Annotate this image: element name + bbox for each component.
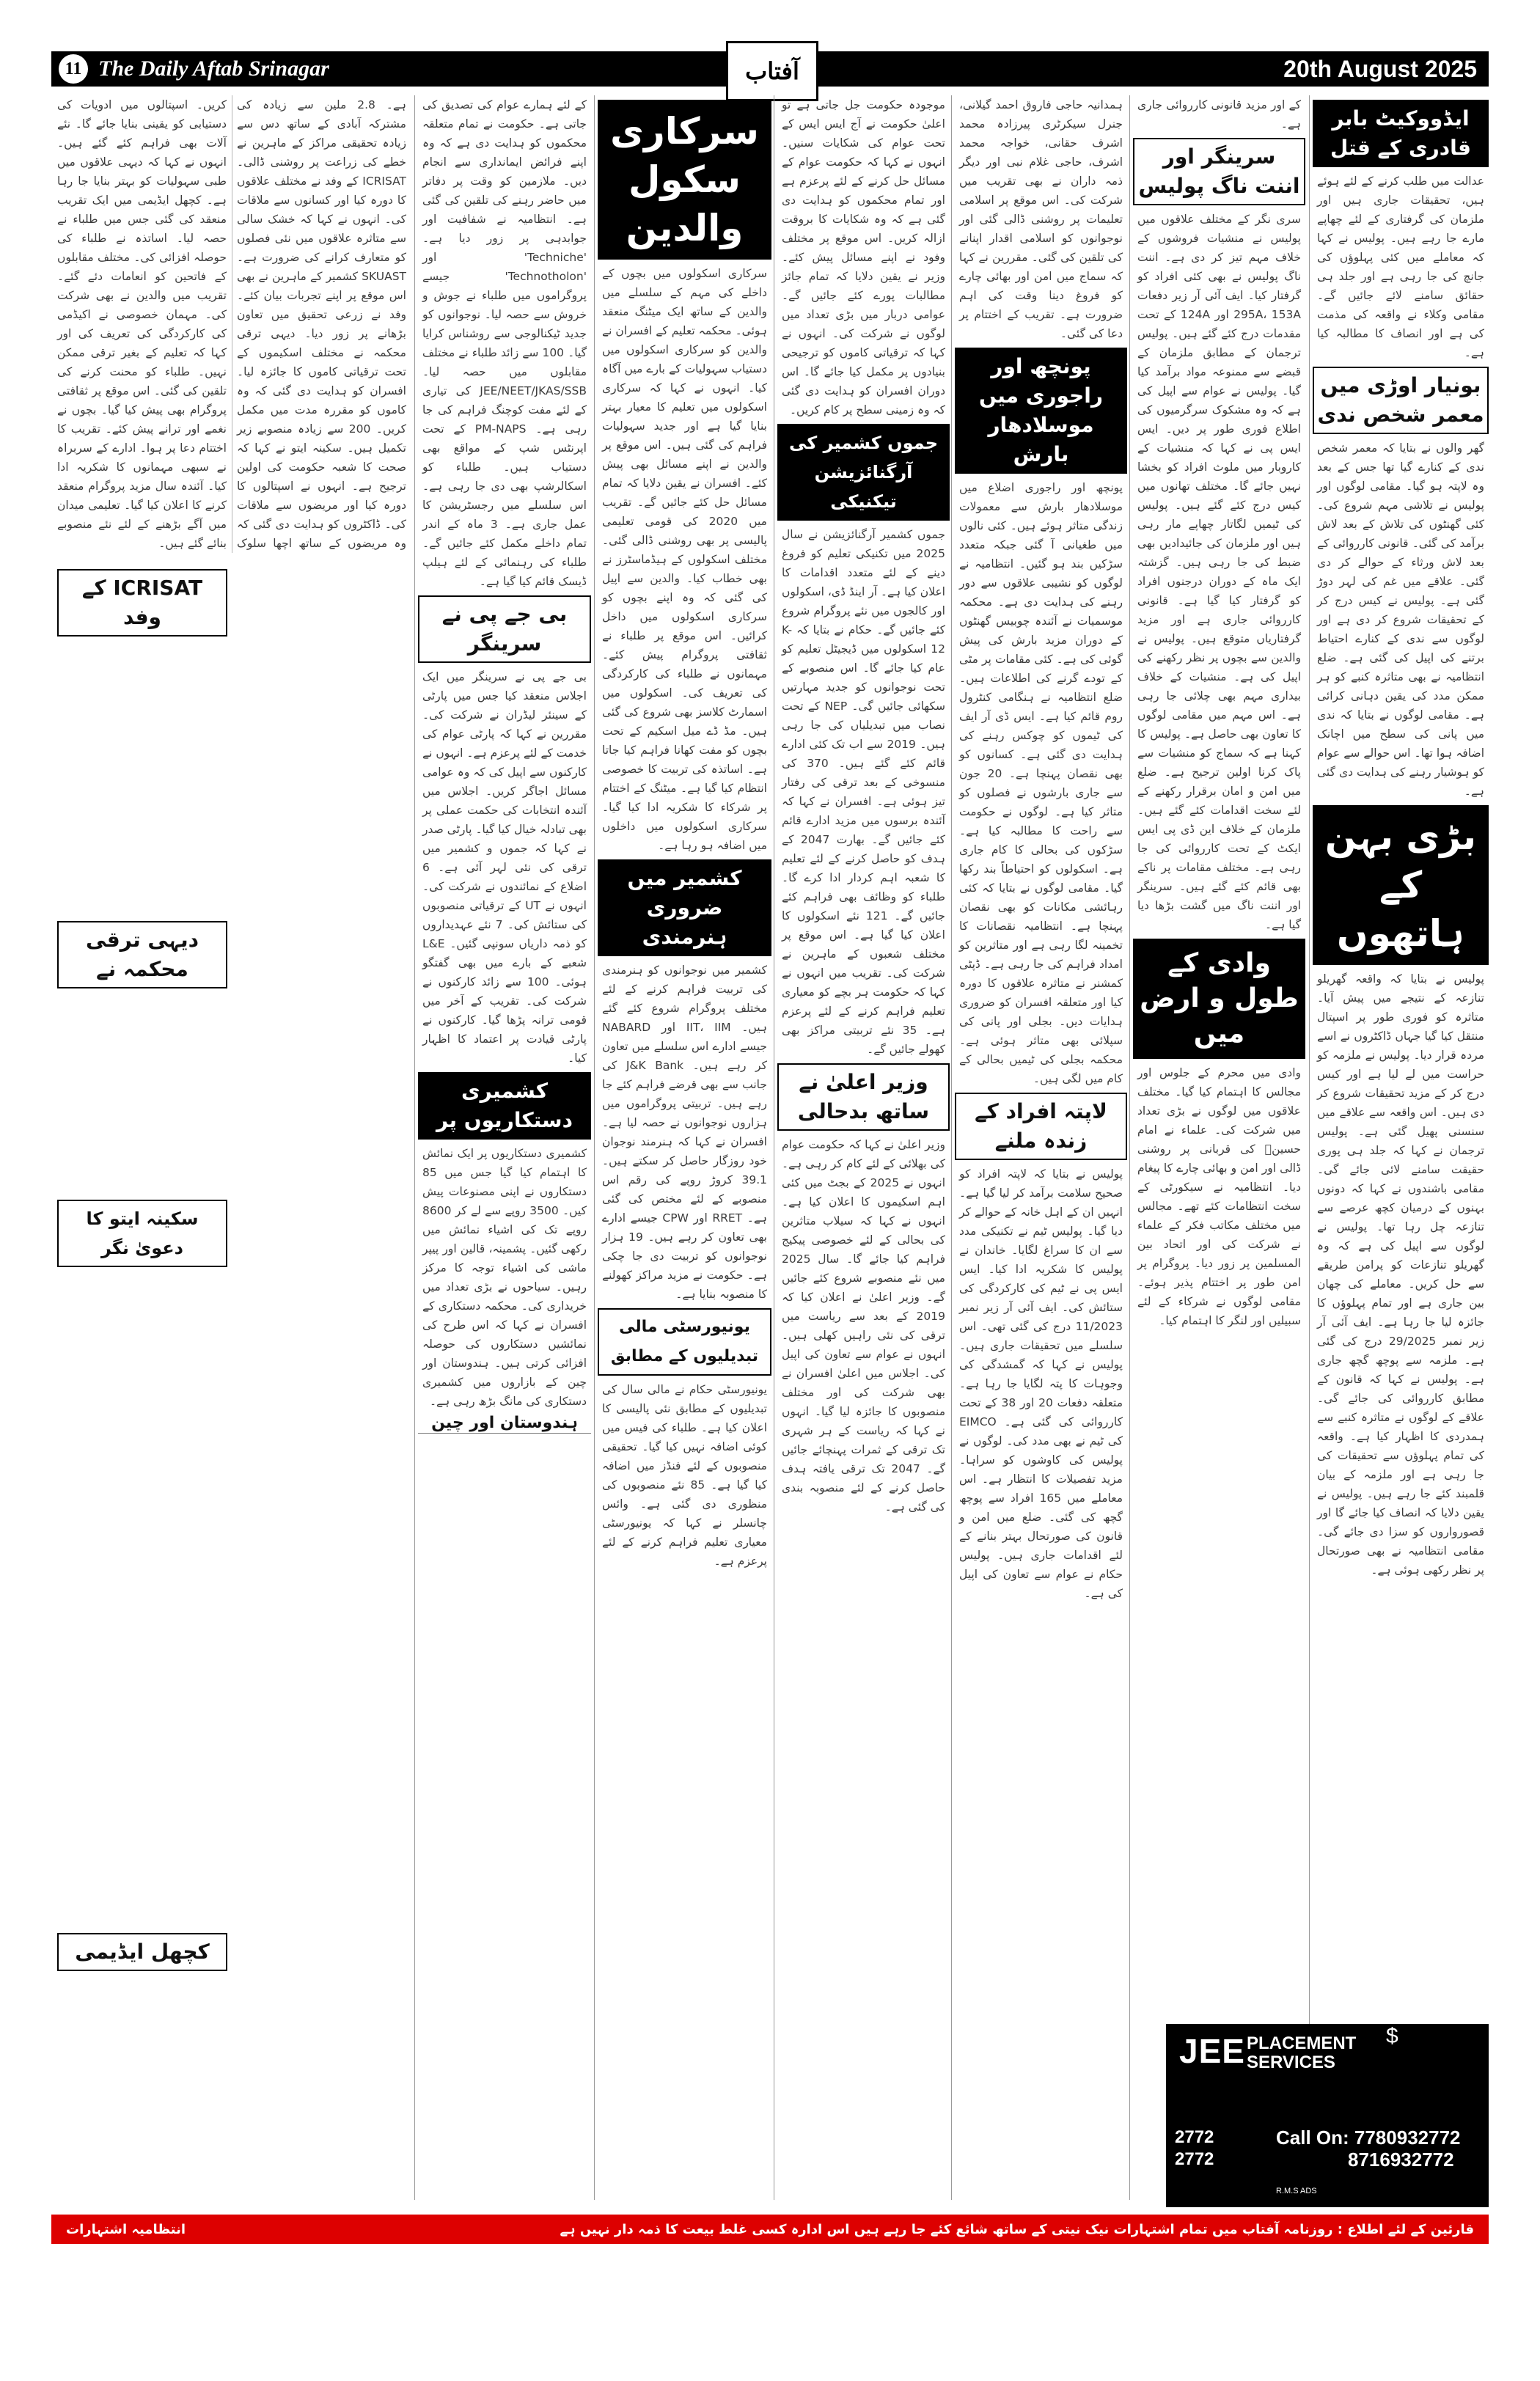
headline: بڑی بہن کے ہاتھوں	[1313, 805, 1489, 965]
column-rule	[1129, 95, 1130, 2200]
ad-line2: SERVICES	[1247, 2052, 1335, 2072]
headline: کچھل ایڈیمی	[57, 1933, 227, 1971]
ad-credit: R.M.S ADS	[1276, 2187, 1317, 2195]
headline: سرینگر اور اننت ناگ پولیس	[1133, 138, 1305, 205]
headline: ICRISAT کے وفد	[57, 569, 227, 636]
article-body: کشمیری دستکاریوں پر ایک نمائش کا اہتمام کیا گیا جس میں 85 دستکاروں نے اپنی مصنوعات پیش کیں۔ 3500 روپے سے لے کر 8600 روپے تک کی اشیاء نمائش میں رکھی گئیں۔ پشمینہ، قالین اور پیپر ماشی کی اشیاء توجہ کا مرکز رہیں۔ سیاحوں نے بڑی تعداد میں خریداری کی۔ محکمہ دستکاری کے افسران نے کہا کہ اس طرح کی نمائشیں دستکاروں کی حوصلہ افزائی کرتی ہیں۔ ہندوستان اور چین کے بازاروں میں کشمیری دستکاری کی مانگ بڑھ رہی ہے۔	[422, 1147, 587, 1408]
article-body: ہے۔ 2.8 ملین سے زیادہ کی مشترکہ آبادی کے ساتھ دس سے زیادہ تحقیقی مراکز کے ماہرین نے خطے کی زراعت پر روشنی ڈالی۔ ICRISAT کے وفد نے مختلف علاقوں کا دورہ کیا اور کسانوں سے ملاقات کی۔ انہوں نے کہا کہ خشک سالی سے متاثرہ علاقوں میں نئی فصلوں کو متعارف کرانے کی ضرورت ہے۔ SKUAST کشمیر کے ماہرین نے بھی اس موقع پر اپنے تجربات بیان کئے۔ وفد نے زرعی تحقیق میں تعاون بڑھانے پر زور دیا۔ دیہی ترقی محکمہ نے مختلف اسکیموں کے تحت ترقیاتی کاموں کا جائزہ لیا۔ افسران کو ہدایت دی گئی کہ وہ کاموں کو مقررہ مدت میں مکمل کریں۔ 200 سے زیادہ منصوبے زیر تکمیل ہیں۔ سکینہ ایتو نے کہا کہ صحت کا شعبہ حکومت کی اولین ترجیح ہے۔ انہوں نے اسپتالوں کا دورہ کیا اور مریضوں سے ملاقات کی۔ ڈاکٹروں کو ہدایت دی گئی کہ وہ مریضوں کے ساتھ اچھا سلوک کریں۔ اسپتالوں میں ادویات کی دستیابی کو یقینی بنایا جائے گا۔ نئے آلات بھی فراہم کئے گئے ہیں۔ انہوں نے کہا کہ دیہی علاقوں میں طبی سہولیات کو بہتر بنایا جا رہا ہے۔ کچھل ایڈیمی میں ایک تقریب منعقد کی گئی جس میں طلباء نے حصہ لیا۔ اساتذہ نے طلباء کی حوصلہ افزائی کی۔ مختلف مقابلوں کے فاتحین کو انعامات دئے گئے۔ تقریب میں والدین نے بھی شرکت کی۔ مہمان خصوصی نے اکیڈمی کی کارکردگی کی تعریف کی اور کہا کہ تعلیم کے بغیر ترقی ممکن نہیں۔ طلباء کو محنت کرنے کی تلقین کی گئی۔ اس موقع پر ثقافتی پروگرام بھی پیش کیا گیا۔ بچوں نے نغمے اور ترانے پیش کئے۔ تقریب کا اختتام دعا پر ہوا۔ ادارے کے سربراہ نے سبھی مہمانوں کا شکریہ ادا کیا۔ آئندہ سال مزید پروگرام منعقد کرنے کا اعلان کیا گیا۔ تعلیمی میدان میں آگے بڑھنے کے لئے نئے منصوبے بنائے گئے ہیں۔	[57, 98, 406, 550]
headline: یونیورسٹی مالی تبدیلیوں کے مطابق	[598, 1308, 771, 1376]
headline: بی جے پی نے سرینگر	[418, 595, 591, 663]
ad-number: 2772	[1175, 2149, 1214, 2169]
column-2	[1133, 95, 1305, 2200]
ad-brand: JEE	[1179, 2032, 1245, 2070]
headline: کشمیر میں ضروری ہنرمندی	[598, 859, 771, 956]
article-body: بی جے پی نے سرینگر میں ایک اجلاس منعقد کیا جس میں پارٹی کے سینئر لیڈران نے شرکت کی۔ مقررین نے کہا کہ پارٹی عوام کی خدمت کے لئے پرعزم ہے۔ انہوں نے کارکنوں سے اپیل کی کہ وہ عوامی مسائل اجاگر کریں۔ اجلاس میں آئندہ انتخابات کی حکمت عملی پر بھی تبادلہ خیال کیا گیا۔ پارٹی صدر نے کہا کہ جموں و کشمیر میں ترقی کی نئی لہر آئی ہے۔ 6 اضلاع کے نمائندوں نے شرکت کی۔ انہوں نے UT کے ترقیاتی منصوبوں کی ستائش کی۔ 7 نئے عہدیداروں کو ذمہ داریاں سونپی گئیں۔ L&E شعبے کے بارے میں بھی گفتگو ہوئی۔ 100 سے زائد کارکنوں نے شرکت کی۔ تقریب کے آخر میں قومی ترانہ پڑھا گیا۔ کارکنوں نے پارٹی قیادت پر اعتماد کا اظہار کیا۔	[422, 670, 587, 1065]
headline: جموں کشمیر کی آرگنائزیشن تیکنیکی	[777, 424, 950, 521]
masthead	[51, 51, 1489, 87]
article-body: گھر والوں نے بتایا کہ معمر شخص ندی کے کنارے گیا تھا جس کے بعد وہ لاپتہ ہو گیا۔ مقامی لوگوں اور پولیس نے تلاشی مہم شروع کی۔ کئی گھنٹوں کی تلاش کے بعد لاش برآمد کی گئی۔ قانونی کارروائی کے بعد لاش ورثاء کے حوالے کر دی گئی۔ علاقے میں غم کی لہر دوڑ گئی ہے۔ پولیس نے کیس درج کر کے تحقیقات شروع کر دی ہے اور لوگوں سے ندی کے کنارے احتیاط برتنے کی اپیل کی گئی ہے۔ ضلع انتظامیہ نے بھی متاثرہ کنبے کو ہر ممکن مدد کی یقین دہانی کرائی ہے۔ مقامی لوگوں نے بتایا کہ ندی میں پانی کی سطح میں اچانک اضافہ ہوا تھا۔ اس حوالے سے عوام کو ہوشیار رہنے کی ہدایت دی گئی ہے۔	[1317, 441, 1484, 798]
footer-signature: انتظامیہ اشتہارات	[66, 2221, 186, 2237]
jee-placement-ad	[1166, 2024, 1489, 2207]
article-body: پولیس نے بتایا کہ واقعہ گھریلو تنازعہ کے نتیجے میں پیش آیا۔ متاثرہ کو فوری طور پر اسپتال منتقل کیا گیا جہاں ڈاکٹروں نے اسے مردہ قرار دیا۔ پولیس نے ملزمہ کو حراست میں لے لیا ہے اور کیس درج کر کے مزید تحقیقات شروع کر دی ہیں۔ اس واقعہ سے علاقے میں سنسنی پھیل گئی ہے۔ پولیس ترجمان نے کہا کہ جلد ہی پوری حقیقت سامنے لائی جائے گی۔ مقامی باشندوں نے کہا کہ دونوں بہنوں کے درمیان کچھ عرصے سے تنازعہ چل رہا تھا۔ پولیس نے لوگوں سے اپیل کی ہے کہ وہ گھریلو تنازعات کو پرامن طریقے سے حل کریں۔ معاملے کی چھان بین جاری ہے اور تمام پہلوؤں کا جائزہ لیا جا رہا ہے۔ ایف آئی آر زیر نمبر 29/2025 درج کی گئی ہے۔ ملزمہ سے پوچھ گچھ جاری ہے۔ پولیس نے کہا کہ قانون کے مطابق کارروائی کی جائے گی۔ علاقے کے لوگوں نے متاثرہ کنبے سے ہمدردی کا اظہار کیا ہے۔ واقعہ کی تمام پہلوؤں سے تحقیقات کی جا رہی ہے اور ملزمہ کے بیان قلمبند کئے جا رہے ہیں۔ پولیس نے یقین دلایا کہ انصاف کیا جائے گا اور قصورواروں کو سزا دی جائے گی۔ مقامی انتظامیہ نے بھی صورتحال پر نظر رکھی ہوئی ہے۔	[1317, 972, 1484, 1577]
column-7	[53, 95, 411, 2200]
column-3	[955, 95, 1127, 2200]
headline: بونیار اوڑی میں معمر شخص ندی	[1313, 367, 1489, 434]
newspaper-logo: آفتاب	[726, 41, 818, 101]
column-4	[777, 95, 950, 2200]
article-body: کشمیر میں نوجوانوں کو ہنرمندی کی تربیت فراہم کرنے کے لئے مختلف پروگرام شروع کئے گئے ہیں۔ IIT، IIM اور NABARD جیسے ادارے اس سلسلے میں تعاون کر رہے ہیں۔ J&K Bank کی جانب سے بھی قرضے فراہم کئے جا رہے ہیں۔ تربیتی پروگراموں میں ہزاروں نوجوانوں نے حصہ لیا ہے۔ افسران نے کہا کہ ہنرمند نوجوان خود روزگار حاصل کر سکتے ہیں۔ 39.1 کروڑ روپے کی رقم اس منصوبے کے لئے مختص کی گئی ہے۔ RRET اور CPW جیسے ادارے بھی تعاون کر رہے ہیں۔ 19 ہزار نوجوانوں کو تربیت دی جا چکی ہے۔ حکومت نے مزید مراکز کھولنے کا منصوبہ بنایا ہے۔	[602, 964, 767, 1301]
masthead-left	[51, 54, 329, 84]
article-body: کے اور مزید قانونی کارروائی جاری ہے۔	[1137, 98, 1301, 131]
ad-line1: PLACEMENT	[1247, 2033, 1357, 2053]
dollar-icon: $	[1386, 2024, 1398, 2048]
headline: سرکاری سکول والدین	[598, 100, 771, 260]
ad-side-numbers	[1175, 2127, 1214, 2171]
headline: وزیر اعلیٰ نے ساتھ بدحالی	[777, 1063, 950, 1131]
issue-date: 20th August 2025	[1283, 55, 1477, 82]
headline: ایڈووکیٹ بابر قادری کے قتل	[1313, 100, 1489, 167]
headline: دیہی ترقی محکمہ نے	[57, 921, 227, 988]
headline: وادی کے طول و ارض میں	[1133, 939, 1305, 1059]
headline: لاپتہ افراد کے زندہ ملنے	[955, 1093, 1127, 1160]
article-body: سری نگر کے مختلف علاقوں میں پولیس نے منشیات فروشوں کے خلاف مہم تیز کر دی ہے۔ اننت ناگ پولیس نے بھی کئی افراد کو گرفتار کیا۔ ایف آئی آر زیر دفعات 295A، 153A اور 124A کے تحت مقدمات درج کئے گئے ہیں۔ پولیس ترجمان کے مطابق ملزمان کے قبضے سے ممنوعہ مواد برآمد کیا گیا۔ پولیس نے عوام سے اپیل کی ہے کہ وہ مشکوک سرگرمیوں کی اطلاع فوری طور پر دیں۔ ایس ایس پی نے کہا کہ منشیات کے کاروبار میں ملوث افراد کو بخشا نہیں جائے گا۔ مختلف تھانوں میں کیس درج کئے گئے ہیں۔ پولیس کی ٹیمیں لگاتار چھاپے مار رہی ہیں اور ملزمان کی جائیدادیں بھی ضبط کی جا رہی ہیں۔ گزشتہ ایک ماہ کے دوران درجنوں افراد کو گرفتار کیا گیا ہے۔ قانونی کارروائی جاری ہے اور مزید گرفتاریاں متوقع ہیں۔ پولیس نے والدین سے بچوں پر نظر رکھنے کی اپیل کی ہے۔ منشیات کے خلاف بیداری مہم بھی چلائی جا رہی ہے۔ اس مہم میں مقامی لوگوں کا تعاون بھی حاصل ہے۔ پولیس کا کہنا ہے کہ سماج کو منشیات سے پاک کرنا اولین ترجیح ہے۔ ضلع میں امن و امان برقرار رکھنے کے لئے سخت اقدامات کئے گئے ہیں۔ ملزمان کے خلاف این ڈی پی ایس ایکٹ کے تحت کارروائی کی جا رہی ہے۔ مختلف مقامات پر ناکے بھی قائم کئے گئے ہیں۔ سرینگر اور اننت ناگ میں گشت بڑھا دیا گیا ہے۔	[1137, 213, 1301, 931]
headline: کشمیری دستکاریوں پر	[418, 1072, 591, 1140]
article-columns	[51, 95, 1489, 2200]
headline: سکینہ ایتو کا دعویٰ نگر	[57, 1200, 227, 1267]
paper-name: The Daily Aftab Srinagar	[98, 56, 329, 81]
article-body: ہمدانیہ حاجی فاروق احمد گیلانی، جنرل سیکرٹری پیرزادہ محمد اشرف حقانی، خواجہ محمد اشرف، حاجی غلام نبی اور دیگر ذمہ داران نے بھی تقریب میں شرکت کی۔ اس موقع پر اسلامی تعلیمات پر روشنی ڈالی گئی اور نوجوانوں کو اسلامی اقدار اپنانے کی تلقین کی گئی۔ مقررین نے کہا کہ سماج میں امن اور بھائی چارے کو فروغ دینا وقت کی اہم ضرورت ہے۔ تقریب کے اختتام پر دعا کی گئی۔	[959, 98, 1123, 340]
column-rule	[951, 95, 952, 2200]
article-body: پونچھ اور راجوری اضلاع میں موسلادھار بارش سے معمولات زندگی متاثر ہوئے ہیں۔ کئی نالوں میں طغیانی آ گئی جبکہ متعدد سڑکیں بند ہو گئیں۔ انتظامیہ نے لوگوں کو نشیبی علاقوں سے دور رہنے کی ہدایت دی ہے۔ محکمہ موسمیات نے آئندہ چوبیس گھنٹوں کے دوران مزید بارش کی پیش گوئی کی ہے۔ کئی مقامات پر مٹی کے تودے گرنے کی اطلاعات ہیں۔ ضلع انتظامیہ نے ہنگامی کنٹرول روم قائم کیا ہے۔ ایس ڈی آر ایف کی ٹیموں کو چوکس رہنے کی ہدایت دی گئی ہے۔ کسانوں کو بھی نقصان پہنچا ہے۔ 20 جون سے جاری بارشوں نے فصلوں کو متاثر کیا ہے۔ لوگوں نے حکومت سے راحت کا مطالبہ کیا ہے۔ سڑکوں کی بحالی کا کام جاری ہے۔ اسکولوں کو احتیاطاً بند رکھا گیا۔ مقامی لوگوں نے بتایا کہ کئی رہائشی مکانات کو بھی نقصان پہنچا ہے۔ انتظامیہ نقصانات کا تخمینہ لگا رہی ہے اور متاثرین کو امداد فراہم کی جا رہی ہے۔ ڈپٹی کمشنر نے متاثرہ علاقوں کا دورہ کیا اور متعلقہ افسران کو ضروری ہدایات دیں۔ بجلی اور پانی کی سپلائی بھی متاثر ہوئی ہے۔ محکمہ بجلی کی ٹیمیں بحالی کے کام میں لگی ہیں۔	[959, 481, 1123, 1085]
article-body: وادی میں محرم کے جلوس اور مجالس کا اہتمام کیا گیا۔ مختلف علاقوں میں لوگوں نے بڑی تعداد میں شرکت کی۔ علماء نے امام حسینؑ کی قربانی پر روشنی ڈالی اور امن و بھائی چارے کا پیغام دیا۔ انتظامیہ نے سیکورٹی کے سخت انتظامات کئے تھے۔ مجالس میں مختلف مکاتب فکر کے علماء نے شرکت کی اور اتحاد بین المسلمین پر زور دیا۔ پروگرام پر امن طور پر اختتام پذیر ہوئے۔ مقامی لوگوں نے شرکاء کے لئے سبیلیں اور لنگر کا اہتمام کیا۔	[1137, 1066, 1301, 1327]
ad-call-line2: 8716932772	[1348, 2149, 1454, 2171]
newspaper-page	[51, 51, 1489, 2332]
article-body: عدالت میں طلب کرنے کے لئے ہوئے ہیں، تحقیقات جاری ہیں اور ملزمان کی گرفتاری کے لئے چھاپے مارے جا رہے ہیں۔ پولیس نے کہا کہ معاملے میں کئی پہلوؤں کی جانچ کی جا رہی ہے اور جلد ہی حقائق سامنے لائے جائیں گے۔ مقامی وکلاء نے واقعہ کی مذمت کی ہے اور انصاف کا مطالبہ کیا ہے۔	[1317, 175, 1484, 359]
column-rule	[414, 95, 415, 2200]
article-body: وزیر اعلیٰ نے کہا کہ حکومت عوام کی بھلائی کے لئے کام کر رہی ہے۔ انہوں نے 2025 کے بجٹ میں کئی اہم اسکیموں کا اعلان کیا ہے۔ انہوں نے کہا کہ سیلاب متاثرین کی بحالی کے لئے خصوصی پیکیج فراہم کیا جائے گا۔ سال 2025 میں نئے منصوبے شروع کئے جائیں گے۔ وزیر اعلیٰ نے اعلان کیا کہ 2019 کے بعد سے ریاست میں ترقی کی نئی راہیں کھلی ہیں۔ انہوں نے عوام سے تعاون کی اپیل کی۔ اجلاس میں اعلیٰ افسران نے بھی شرکت کی اور مختلف منصوبوں کا جائزہ لیا گیا۔ انہوں نے کہا کہ ریاست کے ہر شہری تک ترقی کے ثمرات پہنچائے جائیں گے۔ 2047 تک ترقی یافتہ ہدف حاصل کرنے کے لئے منصوبہ بندی کی گئی ہے۔	[782, 1138, 945, 1514]
column-6	[418, 95, 591, 2200]
column-rule	[1309, 95, 1310, 2200]
subheading: ہندوستان اور چین	[418, 1414, 591, 1434]
page-number: 11	[59, 54, 88, 84]
ad-contact	[1276, 2127, 1461, 2171]
column-5	[598, 95, 771, 2200]
footer-notice: قارئین کے لئے اطلاع : روزنامہ آفتاب میں تمام اشتہارات نیک نیتی کے ساتھ شائع کئے جا رہے ہیں اس ادارہ کسی غلط بیعت کا ذمہ دار نہیں ہے	[560, 2221, 1474, 2237]
article-body: جموں کشمیر آرگنائزیشن نے سال 2025 میں تکنیکی تعلیم کو فروغ دینے کے لئے متعدد اقدامات کا اعلان کیا ہے۔ آر اینڈ ڈی، اسکولوں اور کالجوں میں نئے پروگرام شروع کئے جائیں گے۔ حکام نے بتایا کہ K-12 اسکولوں میں ڈیجیٹل تعلیم کو عام کیا جائے گا۔ اس منصوبے کے تحت نوجوانوں کو جدید مہارتیں سکھائی جائیں گی۔ NEP کے تحت نصاب میں تبدیلیاں کی جا رہی ہیں۔ 2019 سے اب تک کئی ادارے قائم کئے گئے ہیں۔ 370 کی منسوخی کے بعد ترقی کی رفتار تیز ہوئی ہے۔ افسران نے کہا کہ آئندہ برسوں میں مزید ادارے قائم کئے جائیں گے۔ بھارت 2047 کے ہدف کو حاصل کرنے کے لئے تعلیم کا شعبہ اہم کردار ادا کرے گا۔ طلباء کو وظائف بھی فراہم کئے جائیں گے۔ 121 نئے اسکولوں کا اعلان کیا گیا ہے۔ اس موقع پر مختلف شعبوں کے ماہرین نے شرکت کی۔ تقریب میں انہوں نے کہا کہ حکومت ہر بچے کو معیاری تعلیم فراہم کرنے کے لئے پرعزم ہے۔ 35 نئے تربیتی مراکز بھی کھولے جائیں گے۔	[781, 528, 945, 1056]
footer-banner	[51, 2215, 1489, 2244]
ad-call-line: Call On: 7780932772	[1276, 2127, 1461, 2149]
column-1	[1313, 95, 1489, 2200]
article-body: پولیس نے بتایا کہ لاپتہ افراد کو صحیح سلامت برآمد کر لیا گیا ہے۔ انہیں ان کے اہل خانہ کے حوالے کر دیا گیا۔ پولیس ٹیم نے تکنیکی مدد سے ان کا سراغ لگایا۔ خاندان نے پولیس کا شکریہ ادا کیا۔ ایس ایس پی نے ٹیم کی کارکردگی کی ستائش کی۔ ایف آئی آر زیر نمبر 11/2023 درج کی گئی تھی۔ اس سلسلے میں تحقیقات جاری ہیں۔ پولیس نے کہا کہ گمشدگی کی وجوہات کا پتہ لگایا جا رہا ہے۔ متعلقہ دفعات 20 اور 38 کے تحت کارروائی کی گئی ہے۔ EIMCO کی ٹیم نے بھی مدد کی۔ لوگوں نے پولیس کی کاوشوں کو سراہا۔ مزید تفصیلات کا انتظار ہے۔ اس معاملے میں 165 افراد سے پوچھ گچھ کی گئی۔ ضلع میں امن و قانون کی صورتحال بہتر بنانے کے لئے اقدامات جاری ہیں۔ پولیس حکام نے عوام سے تعاون کی اپیل کی ہے۔	[959, 1167, 1123, 1600]
article-body: سرکاری اسکولوں میں بچوں کے داخلے کی مہم کے سلسلے میں والدین کے ساتھ ایک میٹنگ منعقد ہوئی۔ محکمہ تعلیم کے افسران نے والدین کو سرکاری اسکولوں میں دستیاب سہولیات کے بارے میں آگاہ کیا۔ انہوں نے کہا کہ سرکاری اسکولوں میں تعلیم کا معیار بہتر بنایا گیا ہے اور جدید سہولیات فراہم کی گئی ہیں۔ اس موقع پر والدین نے اپنے مسائل بھی پیش کئے۔ افسران نے یقین دلایا کہ تمام مسائل حل کئے جائیں گے۔ تقریب میں 2020 کی قومی تعلیمی پالیسی پر بھی روشنی ڈالی گئی۔ مختلف اسکولوں کے ہیڈماسٹرز نے بھی خطاب کیا۔ والدین سے اپیل کی گئی کہ وہ اپنے بچوں کو سرکاری اسکولوں میں داخل کرائیں۔ اس موقع پر طلباء نے ثقافتی پروگرام پیش کئے۔ مہمانوں نے طلباء کی کارکردگی کی تعریف کی۔ اسکولوں میں اسمارٹ کلاسز بھی شروع کی گئی ہیں۔ مڈ ڈے میل اسکیم کے تحت بچوں کو مفت کھانا فراہم کیا جاتا ہے۔ اساتذہ کی تربیت کا خصوصی انتظام کیا گیا ہے۔ میٹنگ کے اختتام پر شرکاء کا شکریہ ادا کیا گیا۔ سرکاری اسکولوں میں داخلوں میں اضافہ ہو رہا ہے۔	[602, 267, 767, 852]
column-rule	[594, 95, 595, 2200]
article-body: کے لئے ہمارے عوام کی تصدیق کی جاتی ہے۔ حکومت نے تمام متعلقہ محکموں کو ہدایت دی ہے کہ وہ اپنے فرائض ایمانداری سے انجام دیں۔ ملازمین کو وقت پر دفاتر میں حاضر رہنے کی تلقین کی گئی ہے۔ انتظامیہ نے شفافیت اور جوابدہی پر زور دیا ہے۔ 'Techniche' اور 'Technotholon' جیسے پروگراموں میں طلباء نے جوش و خروش سے حصہ لیا۔ نوجوانوں کو جدید ٹیکنالوجی سے روشناس کرایا گیا۔ 100 سے زائد طلباء نے مختلف مقابلوں میں حصہ لیا۔ JEE/NEET/JKAS/SSB کی تیاری کے لئے مفت کوچنگ فراہم کی جا رہی ہے۔ PM-NAPS کے تحت اپرنٹس شپ کے مواقع بھی دستیاب ہیں۔ طلباء کو اسکالرشپ بھی دی جا رہی ہے۔ اس سلسلے میں رجسٹریشن کا عمل جاری ہے۔ 3 ماہ کے اندر تمام داخلے مکمل کئے جائیں گے۔ طلباء کی رہنمائی کے لئے ہیلپ ڈیسک قائم کیا گیا ہے۔	[422, 98, 587, 588]
article-body: یونیورسٹی حکام نے مالی سال کی تبدیلیوں کے مطابق نئی پالیسی کا اعلان کیا ہے۔ طلباء کی فیس میں کوئی اضافہ نہیں کیا گیا۔ تحقیقی منصوبوں کے لئے فنڈز میں اضافہ کیا گیا ہے۔ 85 نئے منصوبوں کی منظوری دی گئی ہے۔ وائس چانسلر نے کہا کہ یونیورسٹی معیاری تعلیم فراہم کرنے کے لئے پرعزم ہے۔	[602, 1383, 767, 1568]
headline: پونچھ اور راجوری میں موسلادھار بارش	[955, 348, 1127, 474]
ad-number: 2772	[1175, 2127, 1214, 2147]
ad-title	[1247, 2034, 1356, 2072]
article-body: موجودہ حکومت جل جاتی ہے تو اعلیٰ حکومت نے آج ایس ایس کے تحت عوام کی شکایات سنیں۔ انہوں نے کہا کہ حکومت عوام کے مسائل حل کرنے کے لئے پرعزم ہے اور تمام محکموں کو ہدایت دی گئی ہے کہ وہ شکایات کا بروقت ازالہ کریں۔ اس موقع پر مختلف وفود نے اپنے مسائل پیش کئے۔ وزیر نے یقین دلایا کہ تمام جائز مطالبات پورے کئے جائیں گے۔ عوامی دربار میں بڑی تعداد میں لوگوں نے شرکت کی۔ انہوں نے کہا کہ ترقیاتی کاموں کو ترجیحی بنیادوں پر مکمل کیا جائے گا۔ اس دوران افسران کو ہدایت دی گئی کہ وہ زمینی سطح پر کام کریں۔	[782, 98, 945, 417]
